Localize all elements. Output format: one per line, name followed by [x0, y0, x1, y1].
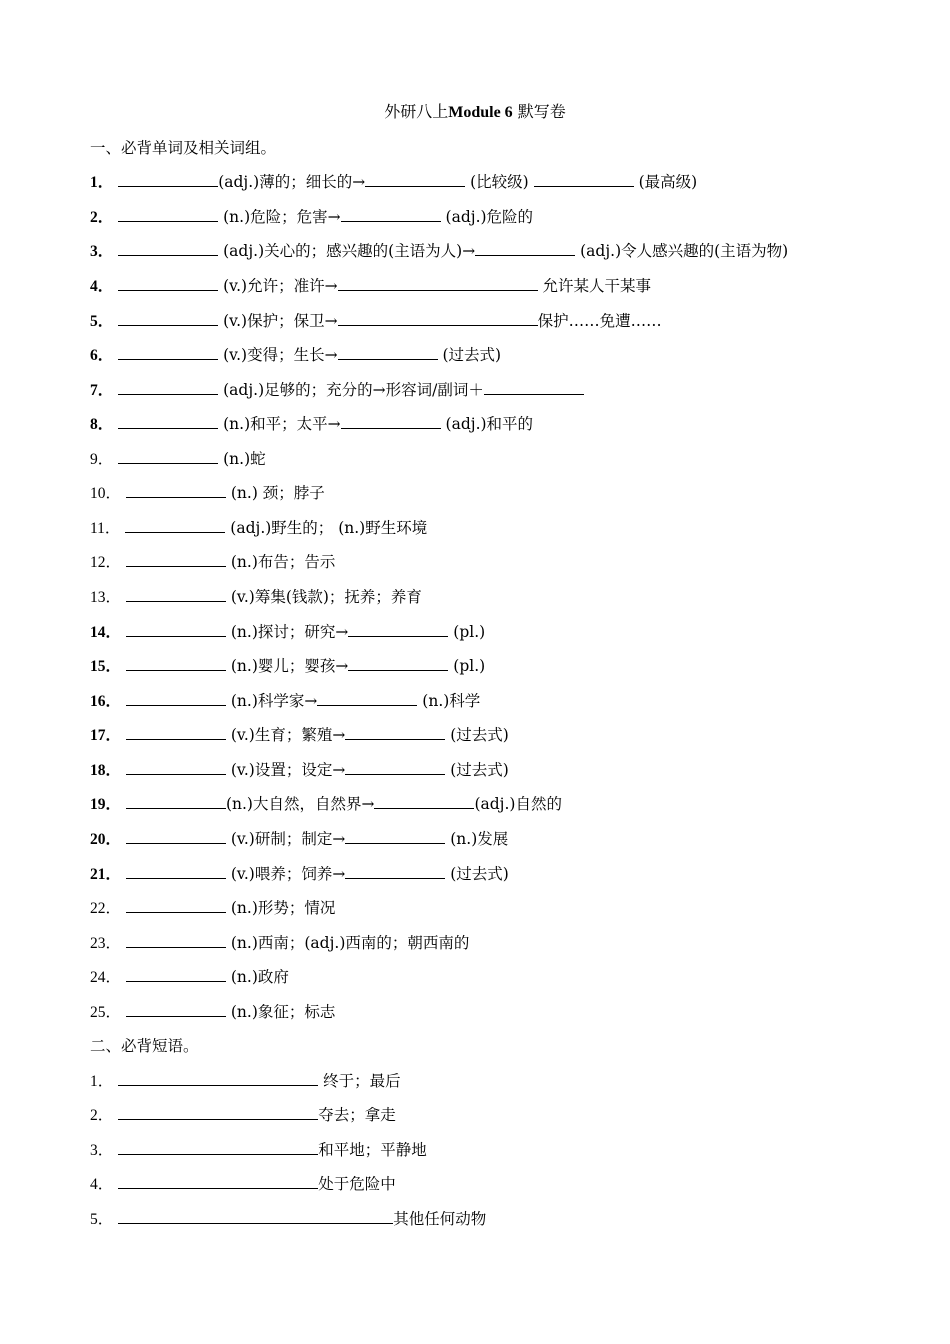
item-number: 2． [90, 1107, 114, 1124]
answer-blank[interactable] [126, 654, 226, 671]
item-text: (pl.) [448, 657, 486, 675]
item-text: (n.)象征；标志 [225, 1003, 336, 1021]
answer-blank[interactable] [126, 931, 226, 948]
item-text: 夺去；拿走 [318, 1106, 396, 1124]
answer-blank[interactable] [345, 862, 445, 879]
item-number: 2． [90, 209, 114, 226]
word-item-12 [90, 550, 335, 574]
answer-blank[interactable] [534, 170, 634, 187]
word-item-3 [90, 239, 788, 263]
item-number: 22． [90, 900, 122, 917]
title-cn-prefix: 外研八上 [384, 102, 449, 121]
item-text: (v.)变得；生长→ [218, 346, 338, 364]
answer-blank[interactable] [338, 309, 538, 326]
answer-blank[interactable] [118, 1207, 393, 1224]
item-number: 3． [90, 1142, 114, 1159]
item-text: 终于；最后 [318, 1072, 401, 1090]
title-cn-suffix: 默写卷 [517, 102, 566, 121]
item-text: (adj.)薄的；细长的→ [218, 173, 366, 191]
word-item-6 [90, 343, 501, 367]
answer-blank[interactable] [345, 723, 445, 740]
answer-blank[interactable] [126, 792, 226, 809]
item-text: (adj.)自然的 [474, 795, 562, 813]
item-number: 4． [90, 278, 114, 295]
item-number: 5． [90, 1211, 114, 1228]
item-text: (v.)筹集(钱款)；抚养；养育 [225, 588, 422, 606]
word-item-14 [90, 620, 485, 644]
item-number: 3． [90, 243, 114, 260]
answer-blank[interactable] [118, 412, 218, 429]
item-text: 允许某人干某事 [537, 277, 651, 295]
word-item-18 [90, 758, 509, 782]
word-item-10 [90, 481, 325, 505]
item-text: (n.)发展 [445, 830, 509, 848]
answer-blank[interactable] [475, 239, 575, 256]
item-text: (n.)婴儿；婴孩→ [225, 657, 349, 675]
word-item-5 [90, 309, 662, 333]
answer-blank[interactable] [118, 1103, 318, 1120]
item-number: 21． [90, 866, 122, 883]
item-text: (adj.)危险的 [440, 208, 534, 226]
word-item-11 [90, 516, 427, 540]
word-item-8 [90, 412, 533, 436]
item-number: 15． [90, 658, 122, 675]
item-text: (v.)生育；繁殖→ [225, 726, 346, 744]
item-text: 处于危险中 [318, 1175, 396, 1193]
answer-blank[interactable] [126, 1000, 226, 1017]
answer-blank[interactable] [317, 689, 417, 706]
item-text: (比较级) [465, 173, 534, 191]
answer-blank[interactable] [118, 343, 218, 360]
item-number: 11． [90, 520, 121, 537]
item-text: (n.)和平；太平→ [218, 415, 341, 433]
page-title [0, 99, 950, 122]
item-text: (最高级) [633, 173, 698, 191]
answer-blank[interactable] [348, 654, 448, 671]
item-text: (v.)研制；制定→ [225, 830, 346, 848]
answer-blank[interactable] [118, 447, 218, 464]
item-number: 14． [90, 624, 122, 641]
item-number: 24． [90, 969, 122, 986]
answer-blank[interactable] [126, 827, 226, 844]
item-text: (过去式) [445, 761, 509, 779]
answer-blank[interactable] [118, 274, 218, 291]
item-text: 保护……免遭…… [537, 312, 662, 330]
answer-blank[interactable] [126, 965, 226, 982]
answer-blank[interactable] [126, 550, 226, 567]
section1-heading: 一、必背单词及相关词组。 [90, 139, 277, 157]
answer-blank[interactable] [348, 620, 448, 637]
answer-blank[interactable] [118, 1138, 318, 1155]
item-number: 16． [90, 693, 122, 710]
answer-blank[interactable] [345, 758, 445, 775]
section2-heading: 二、必背短语。 [90, 1037, 199, 1055]
word-item-2 [90, 205, 533, 229]
word-item-16 [90, 689, 480, 713]
item-text: (n.)探讨；研究→ [225, 623, 349, 641]
item-text: (n.)大自然，自然界→ [225, 795, 375, 813]
phrase-item-2 [90, 1103, 396, 1127]
word-item-9 [90, 447, 266, 471]
answer-blank[interactable] [118, 1172, 318, 1189]
item-text: (v.)设置；设定→ [225, 761, 346, 779]
item-number: 7． [90, 382, 114, 399]
answer-blank[interactable] [126, 758, 226, 775]
answer-blank[interactable] [484, 378, 584, 395]
item-number: 1． [90, 1073, 114, 1090]
answer-blank[interactable] [126, 862, 226, 879]
word-item-20 [90, 827, 508, 851]
answer-blank[interactable] [374, 792, 474, 809]
answer-blank[interactable] [118, 239, 218, 256]
answer-blank[interactable] [345, 827, 445, 844]
word-item-1 [90, 170, 697, 194]
item-number: 6． [90, 347, 114, 364]
item-number: 23． [90, 935, 122, 952]
item-text: (过去式) [445, 726, 509, 744]
phrase-item-5 [90, 1207, 486, 1231]
item-number: 25． [90, 1004, 122, 1021]
answer-blank[interactable] [118, 378, 218, 395]
item-text: (过去式) [445, 865, 509, 883]
item-text: (adj.)和平的 [440, 415, 534, 433]
item-text: 和平地；平静地 [318, 1141, 427, 1159]
item-text: (v.)保护；保卫→ [218, 312, 338, 330]
item-number: 1． [90, 174, 114, 191]
item-text: (adj.)足够的；充分的→形容词/副词＋ [218, 381, 484, 399]
word-item-25 [90, 1000, 335, 1024]
phrase-item-4 [90, 1172, 396, 1196]
title-module: Module 6 [448, 104, 513, 121]
word-item-19 [90, 792, 562, 816]
phrase-item-3 [90, 1138, 427, 1162]
word-item-13 [90, 585, 422, 609]
answer-blank[interactable] [126, 481, 226, 498]
item-number: 17． [90, 727, 122, 744]
item-text: (n.)科学 [417, 692, 481, 710]
answer-blank[interactable] [338, 343, 438, 360]
item-text: (adj.)野生的； (n.)野生环境 [225, 519, 428, 537]
word-item-15 [90, 654, 485, 678]
phrase-item-1 [90, 1069, 401, 1093]
item-text: (v.)喂养；饲养→ [225, 865, 346, 883]
item-text: (adj.)关心的；感兴趣的(主语为人)→ [218, 242, 476, 260]
word-item-4 [90, 274, 651, 298]
item-number: 8． [90, 416, 114, 433]
word-item-17 [90, 723, 509, 747]
item-text: (adj.)令人感兴趣的(主语为物) [575, 242, 789, 260]
item-number: 20． [90, 831, 122, 848]
item-number: 10． [90, 485, 122, 502]
word-item-23 [90, 931, 469, 955]
item-text: (n.) 颈；脖子 [225, 484, 325, 502]
answer-blank[interactable] [125, 516, 225, 533]
item-number: 5． [90, 313, 114, 330]
answer-blank[interactable] [118, 170, 218, 187]
answer-blank[interactable] [341, 205, 441, 222]
item-text: (n.)蛇 [218, 450, 266, 468]
word-item-22 [90, 896, 335, 920]
answer-blank[interactable] [118, 309, 218, 326]
item-text: (n.)危险；危害→ [218, 208, 341, 226]
item-text: (v.)允许；准许→ [218, 277, 338, 295]
item-text: (n.)西南；(adj.)西南的；朝西南的 [225, 934, 470, 952]
item-number: 4． [90, 1176, 114, 1193]
answer-blank[interactable] [365, 170, 465, 187]
item-text: (n.)形势；情况 [225, 899, 336, 917]
answer-blank[interactable] [338, 274, 538, 291]
item-number: 18． [90, 762, 122, 779]
answer-blank[interactable] [126, 723, 226, 740]
item-number: 13． [90, 589, 122, 606]
item-number: 12． [90, 554, 122, 571]
item-text: (n.)政府 [225, 968, 289, 986]
item-number: 9． [90, 451, 114, 468]
word-item-21 [90, 862, 509, 886]
word-item-7 [90, 378, 584, 402]
answer-blank[interactable] [126, 896, 226, 913]
answer-blank[interactable] [341, 412, 441, 429]
answer-blank[interactable] [118, 205, 218, 222]
item-text: (pl.) [448, 623, 486, 641]
item-text: 其他任何动物 [393, 1210, 487, 1228]
item-text: (过去式) [437, 346, 502, 364]
word-item-24 [90, 965, 289, 989]
item-text: (n.)布告；告示 [225, 553, 336, 571]
item-number: 19． [90, 796, 122, 813]
answer-blank[interactable] [126, 620, 226, 637]
answer-blank[interactable] [126, 689, 226, 706]
item-text: (n.)科学家→ [225, 692, 318, 710]
answer-blank[interactable] [118, 1069, 318, 1086]
answer-blank[interactable] [126, 585, 226, 602]
